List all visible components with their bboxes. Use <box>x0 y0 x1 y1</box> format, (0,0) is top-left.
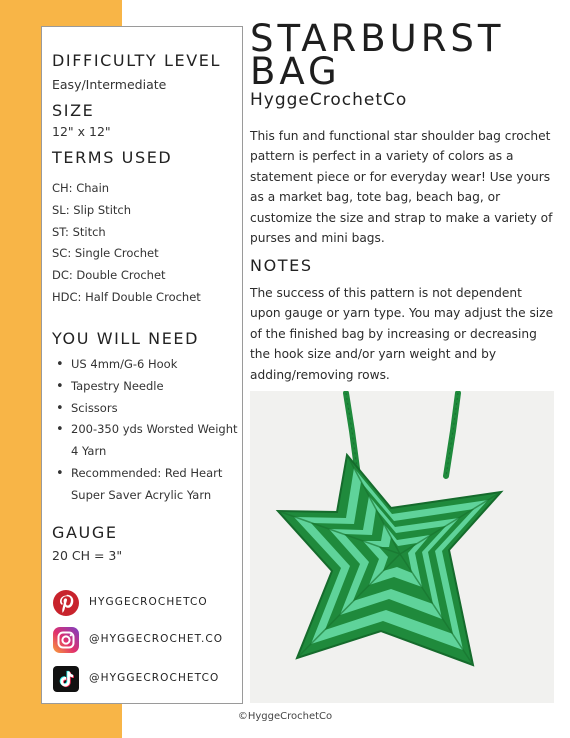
term-item: SC: Single Crochet <box>52 246 159 261</box>
term-item: SL: Slip Stitch <box>52 202 132 217</box>
tiktok-handle: @HYGGECROCHETCO <box>89 672 220 684</box>
notes-heading: NOTES <box>250 256 313 275</box>
pinterest-handle: HYGGECROCHETCO <box>89 596 208 608</box>
pinterest-icon <box>52 589 80 617</box>
title-line-2: BAG <box>250 50 341 93</box>
copyright-footer: ©HyggeCrochetCo <box>237 711 333 722</box>
page-title <box>250 17 560 93</box>
terms-list <box>52 179 201 310</box>
supply-item: • 200-350 yds Worsted Weight 4 Yarn <box>56 419 242 463</box>
pattern-info-sidebar <box>41 26 243 704</box>
tiktok-icon <box>52 665 80 693</box>
you-will-need-heading: YOU WILL NEED <box>52 329 200 348</box>
star-bag-illustration <box>250 391 554 703</box>
brand-name: HyggeCrochetCo <box>250 90 408 110</box>
notes-paragraph: The success of this pattern is not dependent upon gauge or yarn type. You may adjust the size of the finished bag by increasing or decreasing the hook size and/or yarn weight and by adding/removing rows. <box>250 286 554 382</box>
term-item: ST: Stitch <box>52 224 106 239</box>
instagram-handle: @HYGGECROCHET.CO <box>89 633 224 645</box>
instagram-icon <box>52 626 80 654</box>
supply-item: • US 4mm/G-6 Hook <box>56 354 242 376</box>
supply-item: • Tapestry Needle <box>56 376 242 398</box>
tiktok-link[interactable] <box>52 665 242 693</box>
term-item: HDC: Half Double Crochet <box>52 289 201 304</box>
terms-heading: TERMS USED <box>52 148 173 167</box>
instagram-link[interactable] <box>52 626 242 654</box>
star-bag-photo <box>250 391 554 703</box>
term-item: CH: Chain <box>52 181 110 195</box>
gauge-value: 20 CH = 3" <box>52 548 123 563</box>
term-item: DC: Double Crochet <box>52 268 166 283</box>
gauge-heading: GAUGE <box>52 523 118 542</box>
supply-item: • Recommended: Red Heart Super Saver Acrylic Yarn <box>56 463 242 507</box>
size-value: 12" x 12" <box>52 124 111 139</box>
supplies-list <box>56 354 242 507</box>
difficulty-value: Easy/Intermediate <box>52 77 167 92</box>
title-line-1: STARBURST <box>250 17 505 60</box>
intro-paragraph: This fun and functional star shoulder bag crochet pattern is perfect in a variety of colors as a statement piece or for everyday wear! Use yours as a market bag, tote bag, beach bag, or customize the size and strap to make a variety of purses and mini bags. <box>250 129 553 246</box>
difficulty-heading: DIFFICULTY LEVEL <box>52 51 221 70</box>
pinterest-link[interactable] <box>52 589 242 617</box>
supply-item: • Scissors <box>56 398 242 420</box>
size-heading: SIZE <box>52 101 95 120</box>
